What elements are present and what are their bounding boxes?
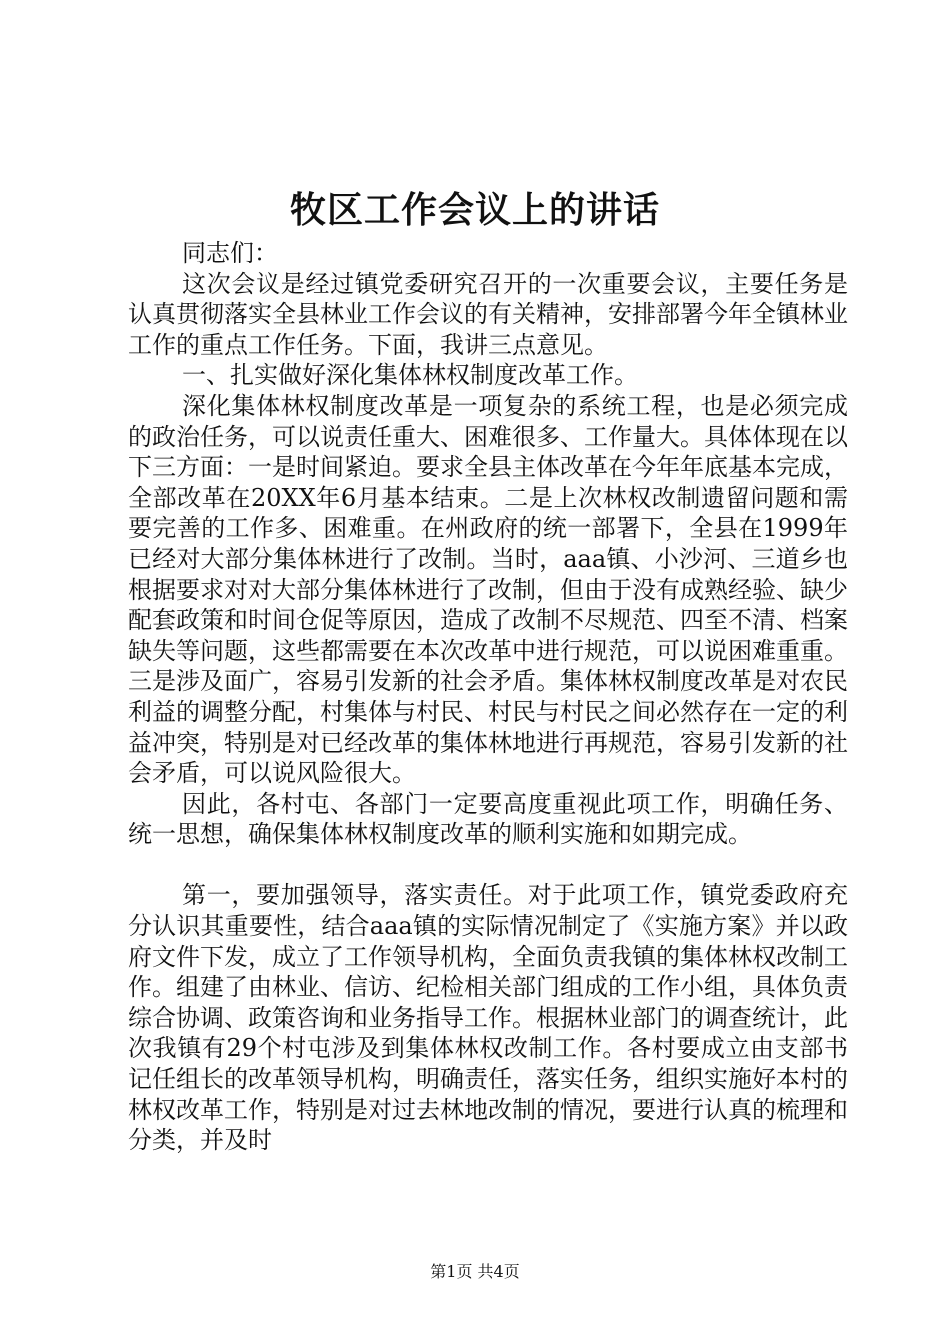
greeting: 同志们： (182, 239, 278, 267)
paragraph-first-point: 第一，要加强领导，落实责任。对于此项工作，镇党委政府充分认识其重要性，结合aaa镇的实际情况制定了《实施方案》并以政府文件下发，成立了工作领导机构，全面负责我镇的集体林权改制工作。组建了由林业、信访、纪检相关部门组成的工作小组，具体负责综合协调、政策咨询和业务指导工作。根据林业部门的调查统计，此次我镇有29个村屯涉及到集体林权改制工作。各村要成立由支部书记任组长的改革领导机构，明确责任，落实任务，组织实施好本村的林权改革工作，特别是对过去林地改制的情况，要进行认真的梳理和分类，并及时 (128, 881, 848, 1155)
document-body (128, 238, 848, 1156)
paragraph-reform-description: 深化集体林权制度改革是一项复杂的系统工程，也是必须完成的政治任务，可以说责任重大、困难很多、工作量大。具体体现在以下三方面：一是时间紧迫。要求全县主体改革在今年年底基本完成，全部改革在20XX年6月基本结束。二是上次林权改制遗留问题和需要完善的工作多、困难重。在州政府的统一部署下，全县在1999年已经对大部分集体林进行了改制。当时，aaa镇、小沙河、三道乡也根据要求对对大部分集体林进行了改制，但由于没有成熟经验、缺少配套政策和时间仓促等原因，造成了改制不尽规范、四至不清、档案缺失等问题，这些都需要在本次改革中进行规范，可以说困难重重。三是涉及面广，容易引发新的社会矛盾。集体林权制度改革是对农民利益的调整分配，村集体与村民、村民与村民之间必然存在一定的利益冲突，特别是对已经改革的集体林地进行再规范，容易引发新的社会矛盾，可以说风险很大。 (128, 391, 848, 788)
paragraph-therefore: 因此，各村屯、各部门一定要高度重视此项工作，明确任务、统一思想，确保集体林权制度改革的顺利实施和如期完成。 (128, 789, 848, 849)
section-heading-one: 一、扎实做好深化集体林权制度改革工作。 (182, 361, 638, 390)
page-number-footer: 第1页 共4页 (430, 1262, 520, 1281)
document-title: 牧区工作会议上的讲话 (289, 189, 660, 231)
paragraph-spacer (128, 850, 848, 881)
paragraph-intro: 这次会议是经过镇党委研究召开的一次重要会议，主要任务是认真贯彻落实全县林业工作会议的有关精神，安排部署今年全镇林业工作的重点工作任务。下面，我讲三点意见。 (128, 269, 848, 359)
